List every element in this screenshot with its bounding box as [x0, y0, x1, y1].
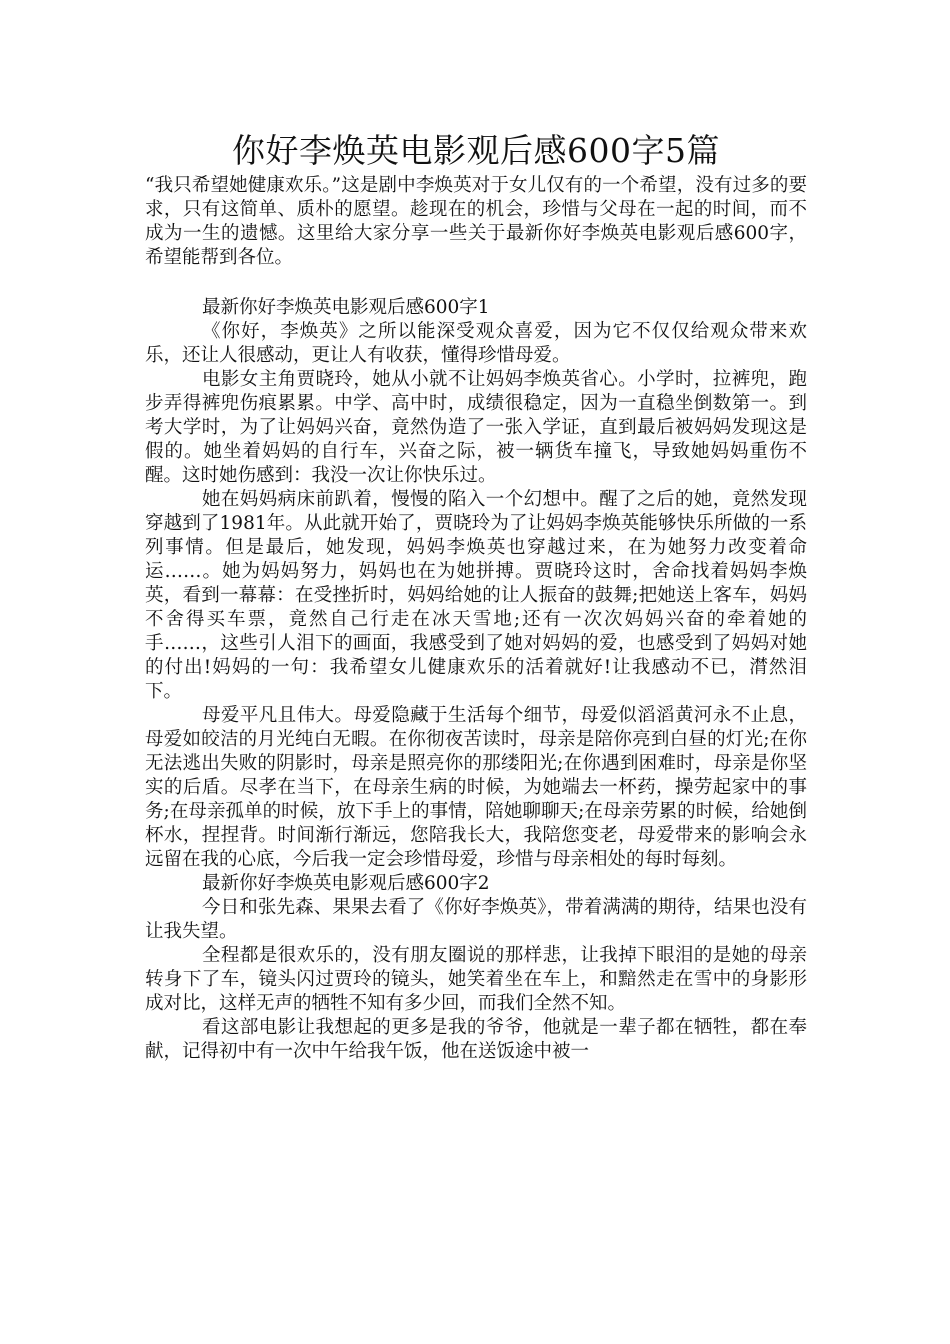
intro-paragraph: “我只希望她健康欢乐。”这是剧中李焕英对于女儿仅有的一个希望，没有过多的要求，只有这简单、质朴的愿望。趁现在的机会，珍惜与父母在一起的时间，而不成为一生的遗憾。这里给大家分享一些关于最新你好李焕英电影观后感600字，希望能帮到各位。: [145, 175, 807, 268]
document-page: [145, 130, 807, 1064]
section-2-paragraph-3: 看这部电影让我想起的更多是我的爷爷，他就是一辈子都在牺牲，都在奉献，记得初中有一次中午给我午饭，他在送饭途中被一: [145, 1017, 807, 1062]
section-1-paragraph-3: 她在妈妈病床前趴着，慢慢的陷入一个幻想中。醒了之后的她，竟然发现穿越到了1981年。从此就开始了，贾晓玲为了让妈妈李焕英能够快乐所做的一系列事情。但是最后，她发现，妈妈李焕英也穿越过来，在为她努力改变着命运……。她为妈妈努力，妈妈也在为她拼搏。贾晓玲这时，舍命找着妈妈李焕英，看到一幕幕：在受挫折时，妈妈给她的让人振奋的鼓舞;把她送上客车，妈妈不舍得买车票，竟然自己行走在冰天雪地;还有一次次妈妈兴奋的牵着她的手……，这些引人泪下的画面，我感受到了她对妈妈的爱，也感受到了妈妈对她的付出!妈妈的一句：我希望女儿健康欢乐的活着就好!让我感动不已，潸然泪下。: [145, 489, 807, 702]
section-1-heading: 最新你好李焕英电影观后感600字1: [202, 297, 490, 318]
section-1-paragraph-2: 电影女主角贾晓玲，她从小就不让妈妈李焕英省心。小学时，拉裤兜，跑步弄得裤兜伤痕累累。中学、高中时，成绩很稳定，因为一直稳坐倒数第一。到考大学时，为了让妈妈兴奋，竟然伪造了一张入学证，直到最后被妈妈发现这是假的。她坐着妈妈的自行车，兴奋之际，被一辆货车撞飞，导致她妈妈重伤不醒。这时她伤感到：我没一次让你快乐过。: [145, 369, 807, 486]
section-1-paragraph-4: 母爱平凡且伟大。母爱隐藏于生活每个细节，母爱似滔滔黄河永不止息，母爱如皎洁的月光纯白无暇。在你彻夜苦读时，母亲是陪你亮到白昼的灯光;在你无法逃出失败的阴影时，母亲是照亮你的那缕阳光;在你遇到困难时，母亲是你坚实的后盾。尽孝在当下，在母亲生病的时候，为她端去一杯药，操劳起家中的事务;在母亲孤单的时候，放下手上的事情，陪她聊聊天;在母亲劳累的时候，给她倒杯水，捏捏背。时间渐行渐远，您陪我长大，我陪您变老，母爱带来的影响会永远留在我的心底，今后我一定会珍惜母爱，珍惜与母亲相处的每时每刻。: [145, 705, 807, 870]
section-1-paragraph-1: 《你好，李焕英》之所以能深受观众喜爱，因为它不仅仅给观众带来欢乐，还让人很感动，更让人有收获，懂得珍惜母爱。: [145, 321, 807, 366]
section-2-heading: 最新你好李焕英电影观后感600字2: [202, 873, 490, 894]
section-2-paragraph-1: 今日和张先森、果果去看了《你好李焕英》，带着满满的期待，结果也没有让我失望。: [145, 897, 807, 942]
paragraph-spacer: [145, 270, 807, 296]
document-title: 你好李焕英电影观后感600字5篇: [232, 131, 720, 170]
section-2-paragraph-2: 全程都是很欢乐的，没有朋友圈说的那样悲，让我掉下眼泪的是她的母亲转身下了车，镜头闪过贾玲的镜头，她笑着坐在车上，和黯然走在雪中的身影形成对比，这样无声的牺牲不知有多少回，而我们全然不知。: [145, 945, 807, 1014]
